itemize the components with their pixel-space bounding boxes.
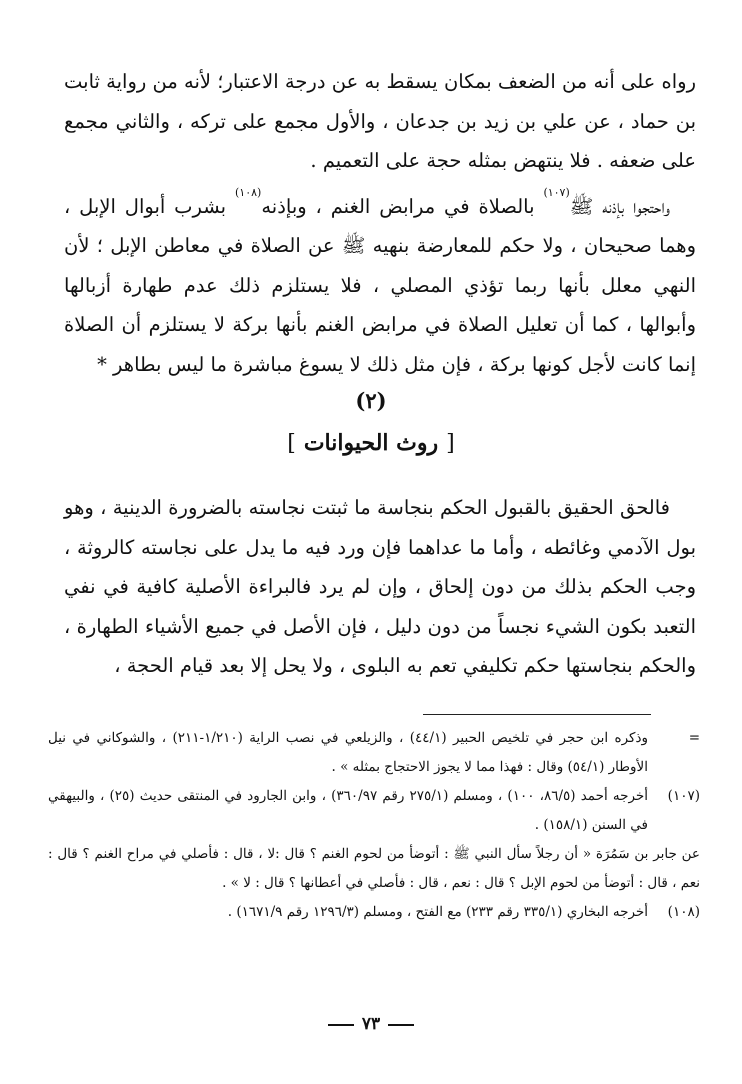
paragraph-2	[64, 187, 696, 385]
footnote-marker: (١٠٧)	[667, 788, 700, 804]
section-number: (٢)	[355, 388, 387, 413]
page-number-value: ٧٣	[361, 1014, 381, 1034]
section-title	[0, 430, 742, 456]
paragraph-2-part-b: بالصلاة في مرابض الغنم ، وبإذنه	[261, 194, 544, 218]
section-2-text	[64, 488, 696, 686]
footnote-107	[48, 782, 700, 840]
footnote-separator	[423, 714, 651, 715]
paragraph-3: فالحق الحقيق بالقبول الحكم بنجاسة ما ثبتت نجاسته بالضرورة الدينية ، وهو بول الآدمي وغائطه ، وأما ما عداهما فإن ورد فيه ما يدل على نجاسته كالروثة ، وجب الحكم بذلك من دون إلحاق ، وإن لم يرد فالبراءة الأصلية كافية في نفي التعبد بكون الشيء نجساً من دون دليل ، فإن الأصل في جميع الأشياء الطهارة ، والحكم بنجاستها حكم تكليفي تعم به البلوى ، ولا يحل إلا بعد قيام الحجة ،	[64, 496, 696, 677]
footnote-text: وذكره ابن حجر في تلخيص الحبير (٤٤/١) ، والزيلعي في نصب الراية (١/٢١٠-٢١١) ، والشوكاني في نيل الأوطار (٥٤/١) وقال : فهذا مما لا يجوز الاحتجاج بمثله » .	[48, 730, 648, 775]
page-number	[0, 1014, 742, 1034]
footnote-107-hadith: عن جابر بن سَمُرَة « أن رجلاً سأل النبي ﷺ : أتوضأ من لحوم الغنم ؟ قال :لا ، قال : فأصلي في مراح الغنم ؟ قال : نعم ، قال : أتوضأ من لحوم الإبل ؟ قال : نعم ، قال : فأصلي في أعطانها ؟ قال : لا » .	[48, 846, 700, 891]
title-text: روث الحيوانات	[303, 430, 439, 456]
footnote-ref-107: (١٠٧)	[543, 185, 570, 199]
paragraph-1: رواه على أنه من الضعف بمكان يسقط به عن درجة الاعتبار؛ لأنه من رواية ثابت بن حماد ، عن علي بن زيد بن جدعان ، والأول مجمع على تركه ، والثاني مجمع على ضعفه . فلا ينتهض بمثله حجة على التعميم .	[64, 70, 696, 172]
section-1-text	[64, 62, 696, 384]
title-bracket-open: [	[446, 431, 455, 456]
footnote-ref-108: (١٠٨)	[234, 185, 262, 199]
footnote-marker: =	[688, 730, 700, 746]
paragraph-2-part-a: واحتجوا بإذنه ﷺ	[569, 194, 671, 218]
footnote-108	[48, 898, 700, 927]
footnote-continued	[48, 724, 700, 782]
footnote-text: أخرجه أحمد (٨٦/٥، ١٠٠) ، ومسلم (٢٧٥/١ رقم ٣٦٠/٩٧) ، وابن الجارود في المنتقى حديث (٢٥) ، والبيهقي في السنن (١٥٨/١) .	[48, 788, 648, 833]
paragraph-2-part-c: بشرب أبوال الإبل ، وهما صحيحان ، ولا حكم للمعارضة بنهيه ﷺ عن الصلاة في معاطن الإبل ؛ لأن النهي معلل بأنها ربما تؤذي المصلي ، فلا يستلزم ذلك عدم طهارة أزبالها وأبوالها ، كما أن تعليل الصلاة في مرابض الغنم بأنها بركة لا يستلزم أن الصلاة إنما كانت لأجل كونها بركة ، فإن مثل ذلك لا يسوغ مباشرة ما ليس بطاهر *	[64, 194, 696, 376]
footnote-text: أخرجه البخاري (٣٣٥/١ رقم ٢٣٣) مع الفتح ، ومسلم (١٢٩٦/٣ رقم ١٦٧١/٩) .	[227, 904, 648, 920]
footnotes	[48, 724, 700, 927]
footnote-marker: (١٠٨)	[667, 904, 700, 920]
title-bracket-close: ]	[287, 431, 296, 456]
